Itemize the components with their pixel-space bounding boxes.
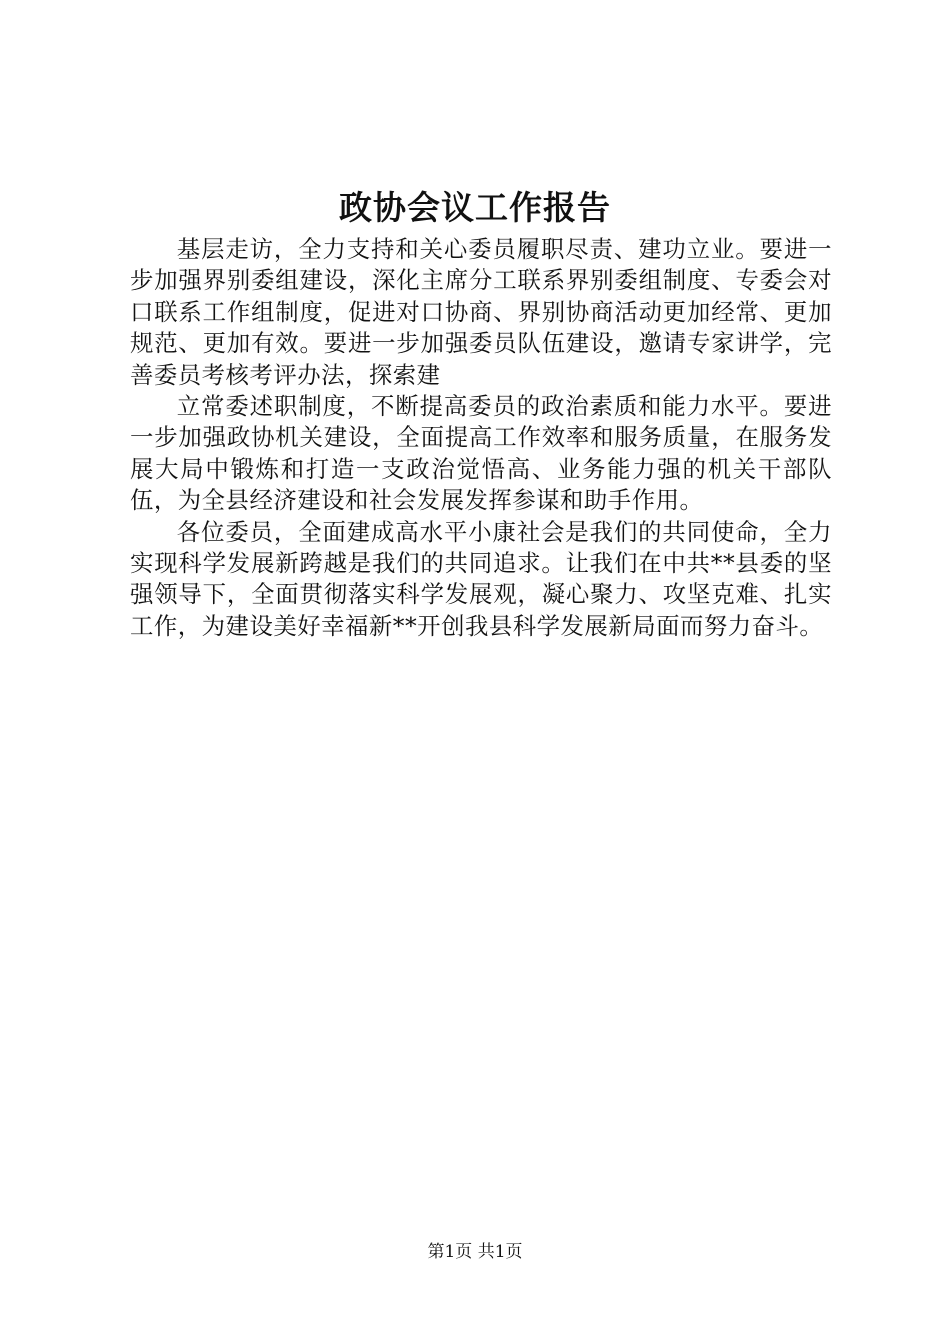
document-title: 政协会议工作报告 [339,188,611,227]
page-footer: 第1页 共1页 [427,1242,523,1262]
paragraph-2: 立常委述职制度，不断提高委员的政治素质和能力水平。要进一步加强政协机关建设，全面提高工作效率和服务质量，在服务发展大局中锻炼和打造一支政治觉悟高、业务能力强的机关干部队伍，为全县经济建设和社会发展发挥参谋和助手作用。 [130,392,832,515]
paragraph-3: 各位委员，全面建成高水平小康社会是我们的共同使命，全力实现科学发展新跨越是我们的共同追求。让我们在中共**县委的坚强领导下，全面贯彻落实科学发展观，凝心聚力、攻坚克难、扎实工作，为建设美好幸福新**开创我县科学发展新局面而努力奋斗。 [130,517,832,640]
paragraph-1: 基层走访，全力支持和关心委员履职尽责、建功立业。要进一步加强界别委组建设，深化主席分工联系界别委组制度、专委会对口联系工作组制度，促进对口协商、界别协商活动更加经常、更加规范、更加有效。要进一步加强委员队伍建设，邀请专家讲学，完善委员考核考评办法，探索建 [130,235,832,389]
document-body [130,234,832,642]
